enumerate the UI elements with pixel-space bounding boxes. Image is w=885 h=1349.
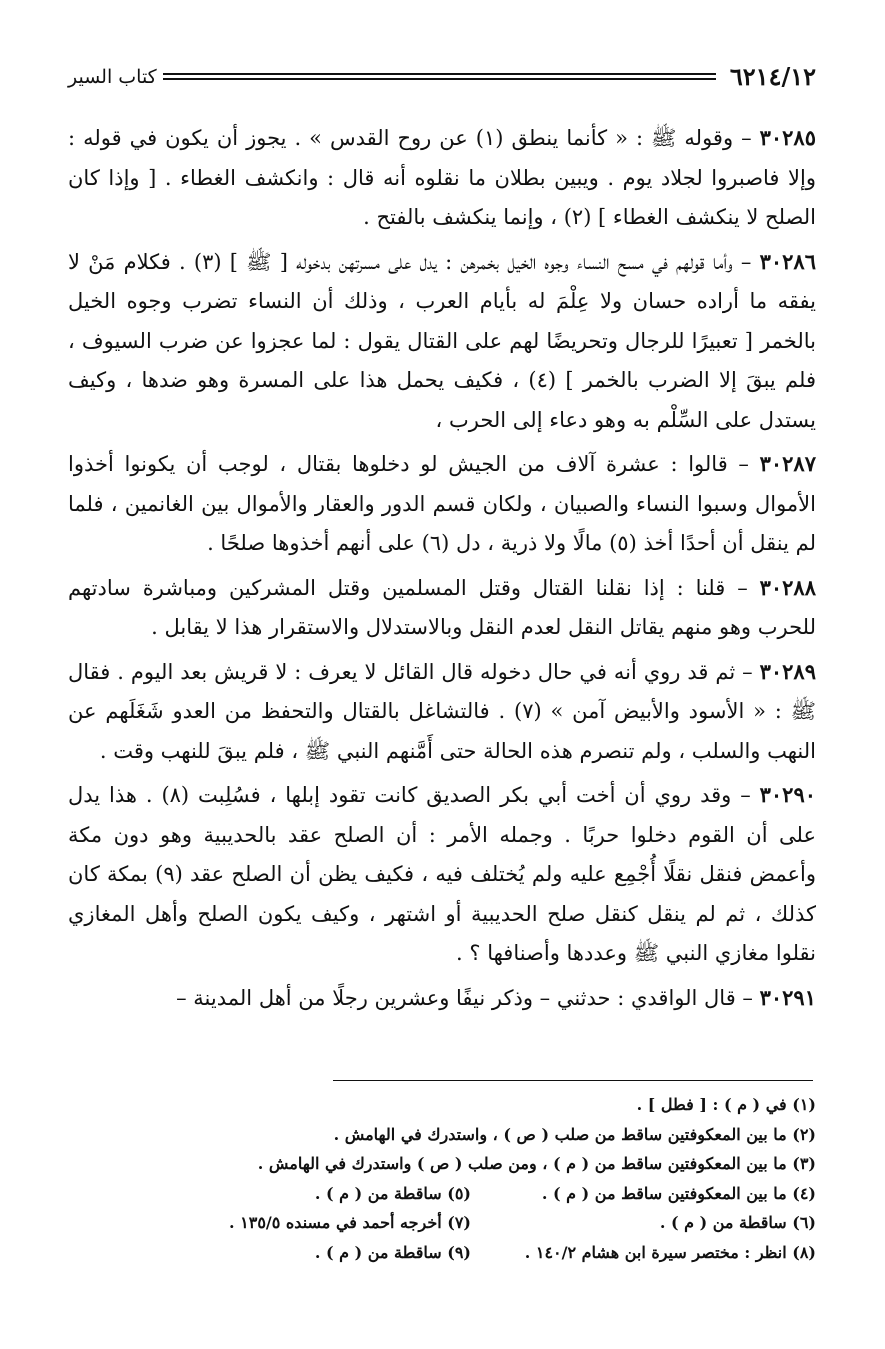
- footnotes: [68, 1090, 816, 1267]
- running-title: كتاب السير: [68, 66, 157, 88]
- footnote-row: [68, 1149, 816, 1179]
- footnote: (٨) انظر : مختصر سيرة ابن هشام ١٤٠/٢ .: [524, 1242, 816, 1262]
- paragraph-text: – قال الواقدي : حدثني – وذكر نيفًا وعشرين رجلًا من أهل المدينة –: [176, 985, 760, 1010]
- paragraph: [68, 118, 816, 238]
- footnote: (١) في ( م ) : [ فطل ] .: [636, 1095, 816, 1114]
- paragraph-number: ٣٠٢٨٦: [759, 248, 816, 274]
- paragraph: [68, 568, 816, 648]
- footnote: (٦) ساقطة من ( م ) .: [659, 1213, 816, 1232]
- footnote: (٤) ما بين المعكوفتين ساقط من ( م ) .: [541, 1183, 816, 1203]
- paragraph-text: – ثم قد روي أنه في حال دخوله قال القائل لا يعرف : لا قريش بعد اليوم . فقال ﷺ : « الأسود والأبيض آمن » (٧) . فالتشاغل بالقتال والتحفظ من العدو شَغَلَهم عن النهب والسلب ، ولم تنصرم هذه الحالة حتى أَمَّنهم النبي ﷺ ، فلم يبقَ للنهب وقت .: [68, 659, 816, 763]
- footnote: (٢) ما بين المعكوفتين ساقط من صلب ( ص ) ، واستدرك في الهامش .: [333, 1124, 816, 1144]
- paragraph: [68, 652, 816, 772]
- footnote: (٣) ما بين المعكوفتين ساقط من ( م ) ، ومن صلب ( ص ) واستدرك في الهامش .: [257, 1154, 816, 1173]
- footnote: (٧) أخرجه أحمد في مسنده ١٣٥/٥ .: [228, 1213, 471, 1232]
- paragraph-number: ٣٠٢٨٨: [759, 574, 816, 600]
- footnote-row: [68, 1208, 816, 1238]
- footnote-separator: [333, 1080, 813, 1081]
- page-number: ٦٢١٤/١٢: [729, 62, 816, 91]
- footnote: (٩) ساقطة من ( م ) .: [314, 1242, 471, 1262]
- footnote-row: [68, 1120, 816, 1150]
- paragraph-text: – وقد روي أن أخت أبي بكر الصديق كانت تقود إبلها ، فسُلِبت (٨) . هذا يدل على أن القوم دخلوا حربًا . وجمله الأمر : أن الصلح عقد بالحديبية وهو دون مكة وأعمض فنقل نقلًا أُجْمِع عليه ولم يُختلف فيه ، فكيف يظن أن الصلح عقد (٩) بمكة كان كذلك ، ثم لم ينقل كنقل صلح الحديبية أو اشتهر ، وكيف يكون الصلح وأهل المغازي نقلوا مغازي النبي ﷺ وعددها وأصنافها ؟ .: [68, 783, 816, 965]
- main-text: [68, 118, 816, 1022]
- paragraph: [68, 978, 816, 1019]
- paragraph: [68, 775, 816, 974]
- footnote-row: [68, 1179, 816, 1209]
- paragraph-number: ٣٠٢٨٥: [759, 125, 816, 150]
- footnote-row: [68, 1238, 816, 1268]
- footnote: (٥) ساقطة من ( م ) .: [314, 1183, 471, 1203]
- paragraph-text: – وأما قولهم في مسح النساء وجوه الخيل بخمرهن : يدل على مسرتهن بدخوله [ ﷺ ] (٣) . فكلام مَنْ لا يفقه ما أراده حسان ولا عِلْمَ له بأيام العرب ، وذلك أن النساء تضرب وجوه الخيل بالخمر [ تعبيرًا للرجال وتحريضًا لهم على القتال يقول : لما عجزوا عن ضرب السيوف ، فلم يبقَ إلا الضرب بالخمر ] (٤) ، فكيف يحمل هذا على المسرة وهو ضدها ، وكيف يستدل على السِّلْم به وهو دعاء إلى الحرب ،: [68, 249, 816, 432]
- paragraph: [68, 242, 816, 441]
- paragraph-text: – قلنا : إذا نقلنا القتال وقتل المسلمين وقتل المشركين ومباشرة سادتهم للحرب وهو منهم يقاتل النقل لعدم النقل وبالاستدلال والاستقرار هذا لا يقابل .: [68, 575, 816, 639]
- header-rule: [163, 73, 716, 80]
- paragraph-number: ٣٠٢٩١: [759, 984, 816, 1010]
- paragraph: [68, 444, 816, 564]
- paragraph-number: ٣٠٢٨٩: [759, 658, 816, 684]
- paragraph-number: ٣٠٢٩٠: [759, 782, 817, 807]
- paragraph-text: – وقوله ﷺ : « كأنما ينطق (١) عن روح القدس » . يجوز أن يكون في قوله : وإلا فاصبروا لجلاد يوم . ويبين بطلان ما نقلوه أنه قال : وانكشف الغطاء . [ وإذا كان الصلح لا ينكشف الغطاء ] (٢) ، وإنما ينكشف بالفتح .: [68, 126, 816, 229]
- footnote-row: [68, 1090, 816, 1120]
- paragraph-number: ٣٠٢٨٧: [759, 451, 816, 476]
- page-header: [68, 62, 816, 92]
- paragraph-text: – قالوا : عشرة آلاف من الجيش لو دخلوها بقتال ، لوجب أن يكونوا أخذوا الأموال وسبوا النساء والصبيان ، ولكان قسم الدور والعقار والأموال بين الغانمين ، فلما لم ينقل أن أحدًا أخذ (٥) مالًا ولا ذرية ، دل (٦) على أنهم أخذوها صلحًا .: [68, 452, 816, 555]
